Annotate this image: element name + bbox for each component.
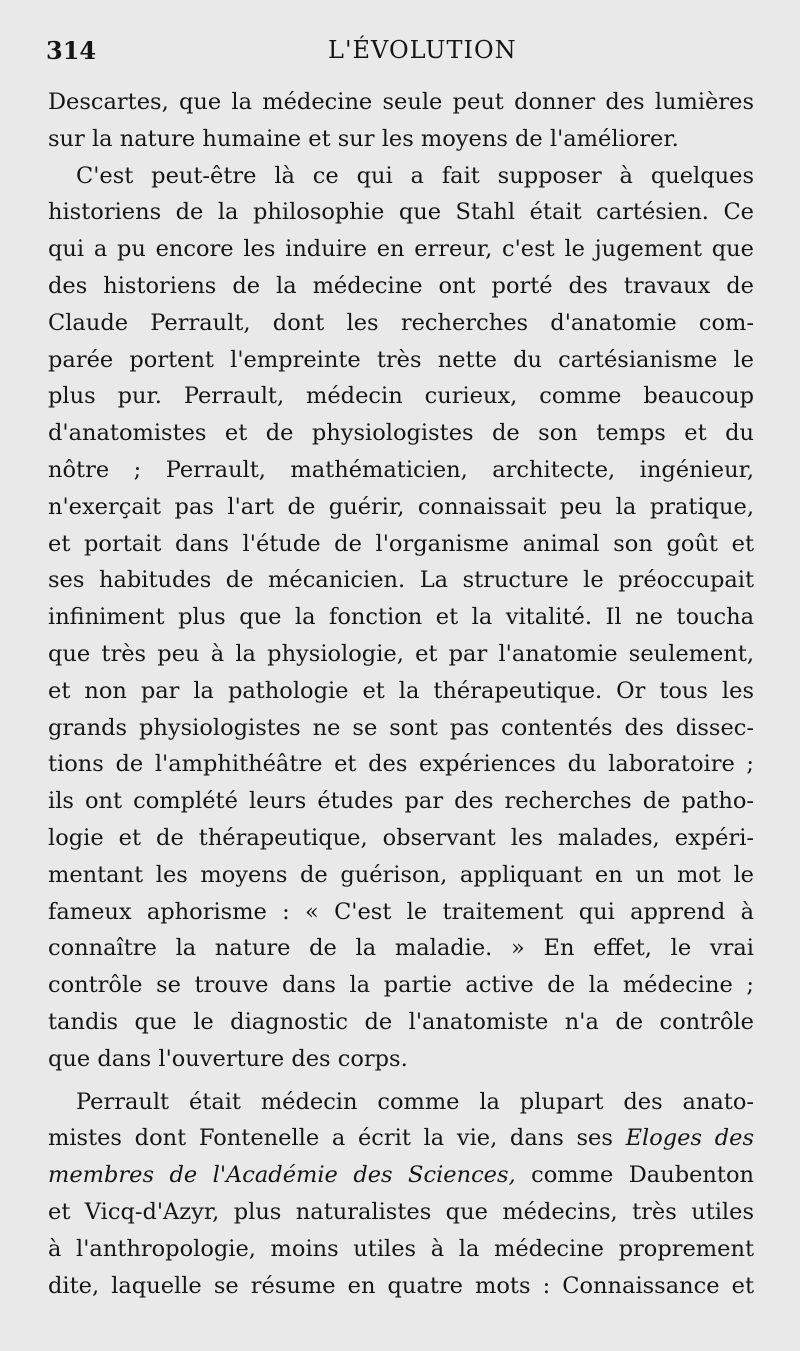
text-line: historiens de la philosophie que Stahl était cartésien. Ce	[48, 199, 754, 226]
text-line: fameux aphorisme : « C'est le traitement qui apprend à	[48, 898, 754, 925]
text-line: Descartes, que la médecine seule peut donner des lumières	[48, 89, 754, 115]
text-line: plus pur. Perrault, médecin curieux, comme beaucoup	[48, 383, 754, 410]
text-line: d'anatomistes et de physiologistes de son temps et du	[48, 420, 754, 447]
text-line: tandis que le diagnostic de l'anatomiste n'a de contrôle	[48, 1008, 754, 1035]
text-line: ils ont complété leurs études par des recherches de patho-	[48, 788, 754, 815]
text-line: sur la nature humaine et sur les moyens de l'améliorer.	[48, 125, 679, 152]
text-line: contrôle se trouve dans la partie active de la médecine ;	[48, 972, 754, 999]
text-line: dite, laquelle se résume en quatre mots : Connaissance et	[48, 1272, 754, 1299]
text-line	[48, 1157, 754, 1194]
text-line: et non par la pathologie et la thérapeutique. Or tous les	[48, 677, 754, 704]
text-line: des historiens de la médecine ont porté des travaux de	[48, 272, 754, 299]
text-line: Claude Perrault, dont les recherches d'anatomie com-	[48, 309, 754, 336]
text-run: mistes dont Fontenelle a écrit la vie, dans ses	[48, 1125, 613, 1152]
running-title: L'ÉVOLUTION	[328, 36, 517, 64]
running-head	[46, 36, 754, 76]
text-line: à l'anthropologie, moins utiles à la médecine proprement	[48, 1235, 754, 1262]
text-line: connaître la nature de la maladie. » En effet, le vrai	[48, 935, 754, 962]
text-line: nôtre ; Perrault, mathématicien, architecte, ingénieur,	[48, 456, 754, 483]
text-line: qui a pu encore les induire en erreur, c'est le jugement que	[48, 236, 754, 263]
text-line: mentant les moyens de guérison, appliquant en un mot le	[48, 861, 754, 888]
page-number: 314	[46, 36, 97, 65]
text-line: parée portent l'empreinte très nette du cartésianisme le	[48, 346, 754, 373]
text-line: infiniment plus que la fonction et la vitalité. Il ne toucha	[48, 604, 754, 631]
text-line: que très peu à la physiologie, et par l'anatomie seulement,	[48, 640, 754, 667]
text-run: comme Daubenton	[531, 1162, 754, 1189]
text-line: que dans l'ouverture des corps.	[48, 1045, 408, 1072]
italic-run: Eloges des	[625, 1125, 754, 1152]
text-line: et Vicq-d'Azyr, plus naturalistes que médecins, très utiles	[48, 1198, 754, 1225]
text-line: Perrault était médecin comme la plupart des anato-	[76, 1088, 754, 1115]
text-line: tions de l'amphithéâtre et des expériences du laboratoire ;	[48, 751, 754, 778]
text-line: et portait dans l'étude de l'organisme animal son goût et	[48, 530, 754, 557]
text-line: ses habitudes de mécanicien. La structure le préoccupait	[48, 567, 754, 594]
text-line	[48, 1120, 754, 1157]
body-text	[48, 84, 754, 1304]
text-line: grands physiologistes ne se sont pas contentés des dissec-	[48, 714, 754, 741]
text-line: C'est peut-être là ce qui a fait supposer à quelques	[76, 162, 754, 189]
text-line: n'exerçait pas l'art de guérir, connaissait peu la pratique,	[48, 493, 754, 520]
italic-run: membres de l'Académie des Sciences,	[48, 1162, 516, 1189]
text-line: logie et de thérapeutique, observant les malades, expéri-	[48, 824, 754, 851]
